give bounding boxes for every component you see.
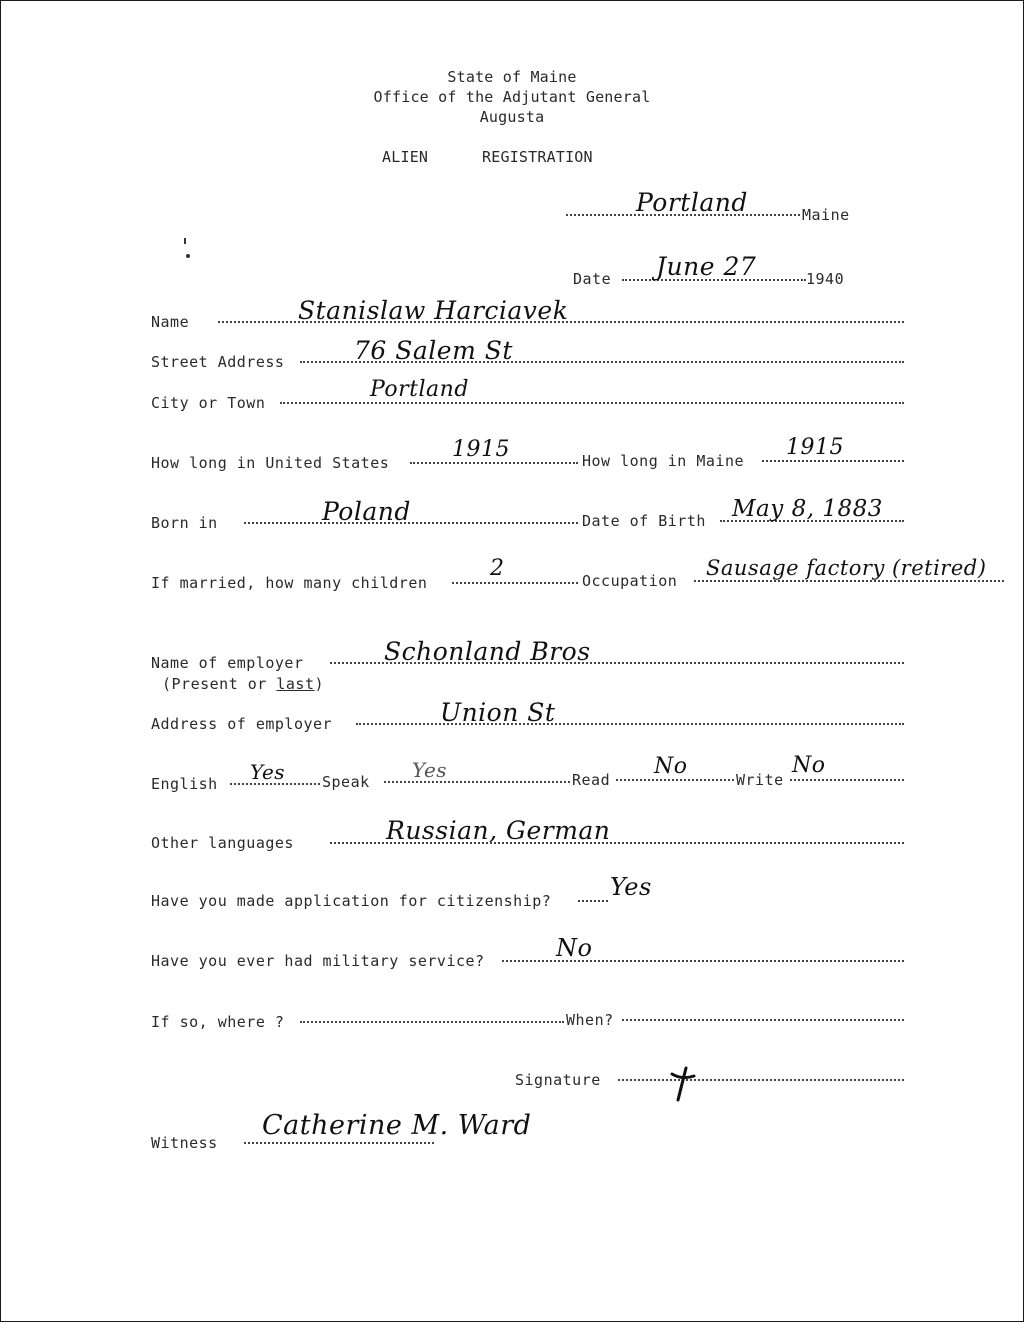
name-value: Stanislaw Harciavek [298, 296, 569, 325]
witness-value: Catherine M. Ward [262, 1110, 532, 1141]
citizenship-label: Have you made application for citizenship? [151, 892, 552, 910]
date-value: June 27 [656, 252, 757, 281]
employer-value: Schonland Bros [384, 637, 591, 666]
children-line [452, 578, 578, 584]
when-line [622, 1015, 904, 1021]
employer-sublabel [162, 675, 324, 693]
date-label: Date [573, 270, 612, 288]
write-value: No [792, 753, 826, 778]
signature-line [618, 1075, 904, 1081]
form-title-alien: ALIEN [382, 148, 429, 166]
military-label: Have you ever had military service? [151, 952, 485, 970]
dob-label: Date of Birth [582, 512, 706, 530]
street-label: Street Address [151, 353, 285, 371]
maine-since-label: How long in Maine [582, 452, 745, 470]
occupation-label: Occupation [582, 572, 678, 590]
born-in-label: Born in [151, 514, 218, 532]
header-office: Office of the Adjutant General [373, 88, 651, 106]
citizenship-value: Yes [610, 873, 652, 901]
speak-label: Speak [322, 773, 370, 791]
employer-address-value: Union St [440, 698, 556, 727]
date-year: 1940 [806, 270, 845, 288]
employer-address-label: Address of employer [151, 715, 333, 733]
children-value: 2 [490, 556, 505, 581]
other-languages-label: Other languages [151, 834, 294, 852]
header-state: State of Maine [447, 68, 577, 86]
occupation-value: Sausage factory (retired) [706, 556, 987, 580]
when-label: When? [566, 1011, 614, 1029]
dob-value: May 8, 1883 [732, 496, 883, 522]
witness-label: Witness [151, 1134, 218, 1152]
read-label: Read [572, 771, 611, 789]
ink-speck [184, 238, 196, 262]
place-value: Portland [636, 188, 748, 217]
english-label: English [151, 775, 218, 793]
us-since-label: How long in United States [151, 454, 390, 472]
children-label: If married, how many children [151, 574, 428, 592]
maine-since-value: 1915 [786, 435, 844, 460]
where-label: If so, where ? [151, 1013, 285, 1031]
us-since-value: 1915 [452, 437, 510, 462]
city-label: City or Town [151, 394, 266, 412]
other-languages-value: Russian, German [386, 816, 611, 845]
english-value: Yes [250, 760, 286, 784]
employer-sublabel-last: last [276, 675, 315, 693]
name-label: Name [151, 313, 190, 331]
where-line [300, 1017, 564, 1023]
born-in-line [244, 518, 578, 524]
signature-label: Signature [515, 1071, 601, 1089]
read-value: No [654, 754, 688, 779]
signature-x-mark [668, 1066, 698, 1102]
employer-sublabel-suffix: ) [314, 675, 325, 693]
place-state: Maine [802, 206, 850, 224]
speak-value: Yes [412, 758, 448, 782]
header-city: Augusta [479, 108, 545, 126]
born-in-value: Poland [322, 497, 411, 526]
military-value: No [556, 934, 593, 962]
employer-label: Name of employer [151, 654, 304, 672]
employer-address-line [356, 719, 904, 725]
city-value: Portland [370, 377, 469, 402]
street-value: 76 Salem St [354, 336, 513, 365]
write-label: Write [736, 771, 784, 789]
form-title-registration: REGISTRATION [482, 148, 593, 166]
employer-sublabel-prefix: (Present or [162, 675, 277, 693]
citizenship-line [578, 896, 608, 902]
